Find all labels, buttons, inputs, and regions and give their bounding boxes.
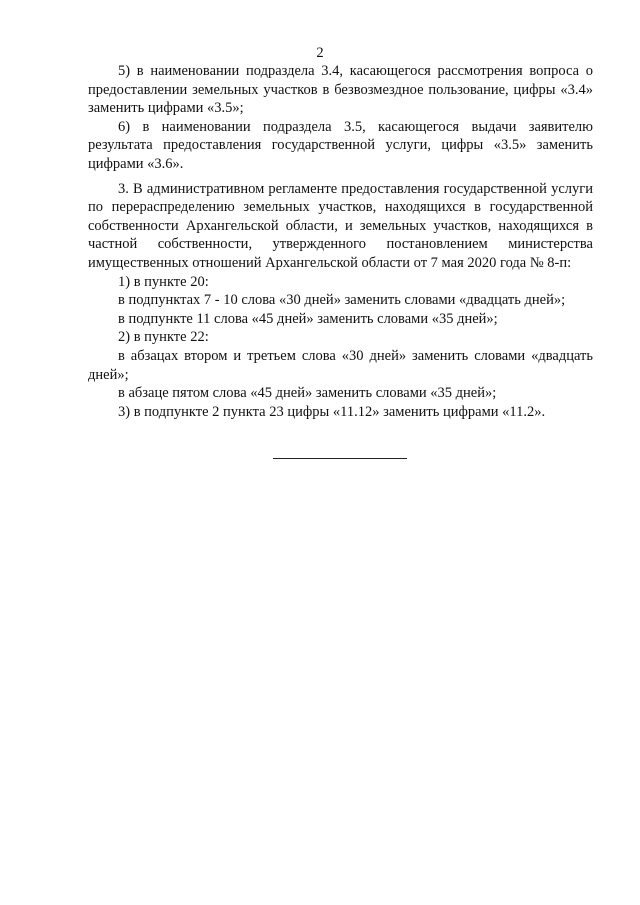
paragraph-item-5: 5) в наименовании подраздела 3.4, касающегося рассмотрения вопроса о предоставлении земельных участков в безвозмездное пользование, цифры «3.4» заменить цифрами «3.5»; (88, 63, 593, 117)
closing-divider (273, 458, 407, 459)
paragraph-item-2: 2) в пункте 22: (118, 329, 209, 346)
paragraph-abzats-5: в абзаце пятом слова «45 дней» заменить словами «35 дней»; (118, 385, 497, 402)
document-body (88, 62, 593, 421)
page-number: 2 (316, 45, 324, 61)
paragraph-abzats-2-3: в абзацах втором и третьем слова «30 дней» заменить словами «двадцать дней»; (88, 347, 593, 383)
paragraph-subitem-7-10: в подпунктах 7 - 10 слова «30 дней» заменить словами «двадцать дней»; (118, 292, 566, 309)
paragraph-item-1: 1) в пункте 20: (118, 273, 209, 290)
paragraph-subitem-11: в подпункте 11 слова «45 дней» заменить словами «35 дней»; (118, 310, 498, 327)
paragraph-item-6: 6) в наименовании подраздела 3.5, касающегося выдачи заявителю результата предоставления государственной услуги, цифры «3.5» заменить цифрами «3.6». (88, 118, 593, 172)
paragraph-item-3: 3) в подпункте 2 пункта 23 цифры «11.12» заменить цифрами «11.2». (118, 403, 546, 420)
paragraph-section-3: 3. В административном регламенте предоставления государственной услуги по перераспределению земельных участков, находящихся в государственной собственности Архангельской области, и земельных участков, находящихся в частной собственности, утвержденного постановлением министерства имущественных отношений Архангельской области от 7 мая 2020 года № 8-п: (88, 180, 593, 271)
